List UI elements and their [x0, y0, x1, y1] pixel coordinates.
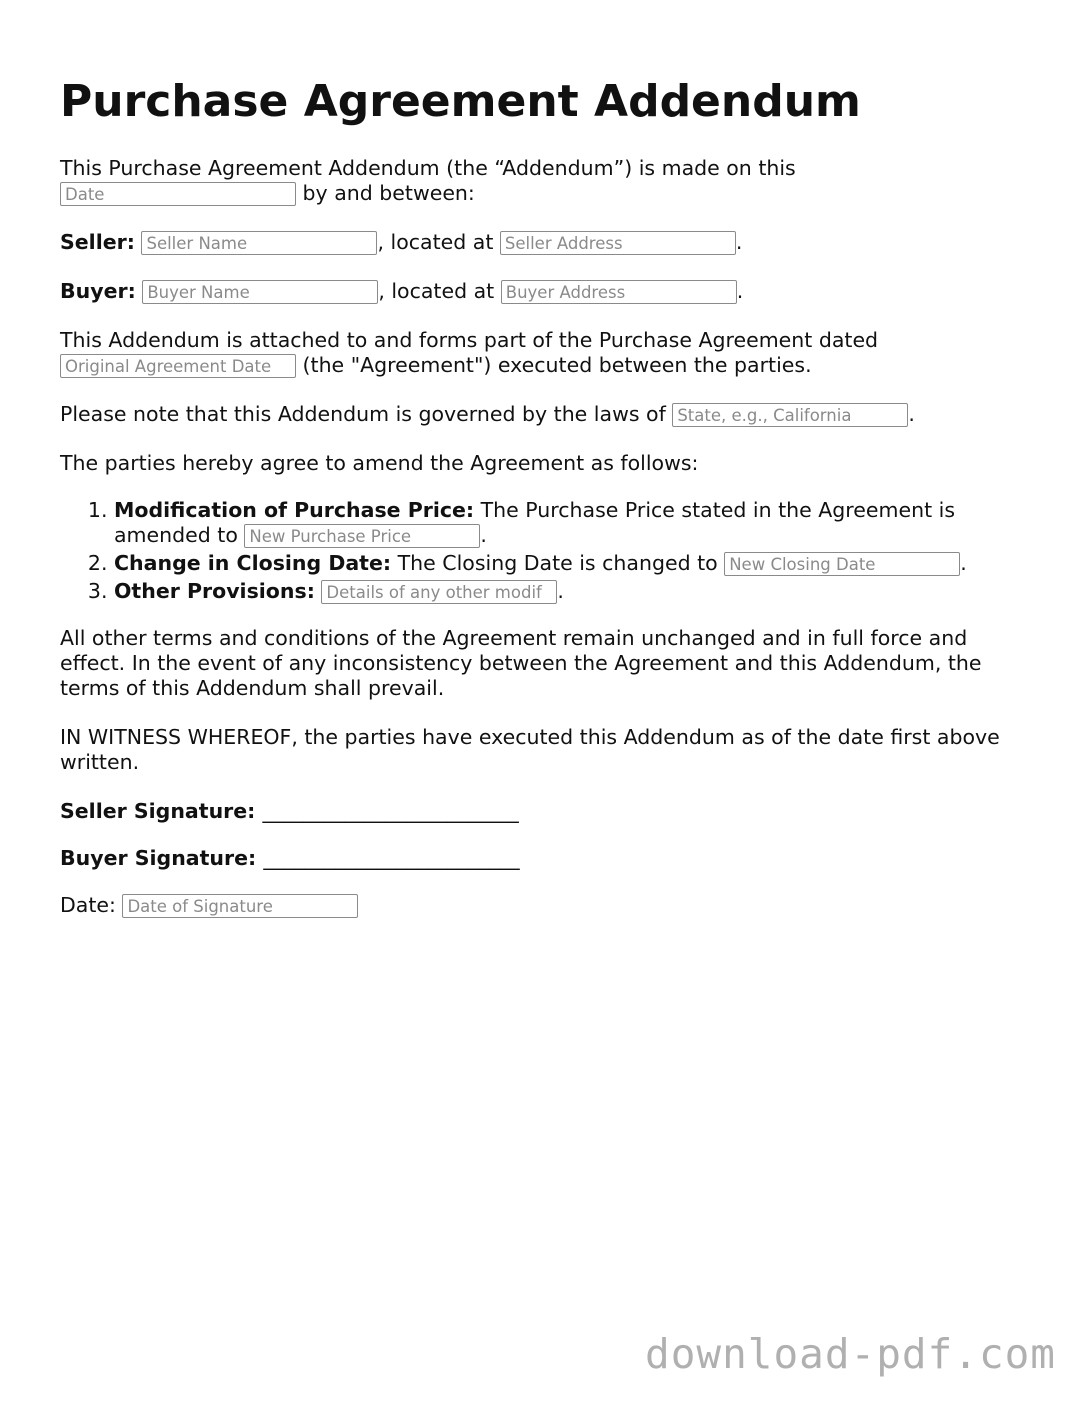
terms-paragraph: All other terms and conditions of the Agreement remain unchanged and in full force and effect. In the event of any inconsistency between the Agreement and this Addendum, the terms of this Addendum shall prevail. — [60, 626, 982, 700]
seller-located-text: , located at — [377, 230, 494, 254]
list-item — [114, 579, 1030, 604]
new-purchase-price-field[interactable] — [244, 524, 480, 548]
list-item — [114, 498, 1030, 548]
seller-signature-line — [60, 799, 1030, 824]
buyer-line — [60, 279, 1030, 304]
buyer-signature-label: Buyer Signature: — [60, 846, 257, 870]
other-provisions-field[interactable] — [321, 580, 557, 604]
state-field[interactable] — [672, 403, 908, 427]
governing-text: Please note that this Addendum is governed by the laws of — [60, 402, 666, 426]
governing-paragraph — [60, 402, 1030, 427]
buyer-address-field[interactable] — [501, 280, 737, 304]
buyer-label: Buyer: — [60, 279, 136, 303]
seller-label: Seller: — [60, 230, 135, 254]
original-agreement-date-field[interactable] — [60, 354, 296, 378]
attached-paragraph — [60, 328, 1030, 378]
document-body — [60, 156, 1030, 942]
buyer-end: . — [736, 279, 744, 303]
attached-text-after: (the "Agreement") executed between the parties. — [302, 353, 812, 377]
signature-date-line — [60, 893, 1030, 918]
signature-date-field[interactable] — [122, 894, 358, 918]
witness-paragraph: IN WITNESS WHEREOF, the parties have executed this Addendum as of the date first above written. — [60, 725, 1000, 774]
seller-signature-label: Seller Signature: — [60, 799, 256, 823]
intro-text-after: by and between: — [302, 181, 475, 205]
list-item — [114, 551, 1030, 576]
seller-line — [60, 230, 1030, 255]
date-field[interactable] — [60, 182, 296, 206]
amendment-end: . — [960, 551, 967, 575]
seller-address-field[interactable] — [500, 231, 736, 255]
buyer-located-text: , located at — [378, 279, 495, 303]
amend-intro: The parties hereby agree to amend the Agreement as follows: — [60, 451, 699, 475]
buyer-signature-blank[interactable]: _________________________ — [263, 846, 520, 870]
intro-paragraph — [60, 156, 1030, 206]
amendment-label: Change in Closing Date: — [114, 551, 392, 575]
amendment-label: Other Provisions: — [114, 579, 315, 603]
amendment-end: . — [480, 523, 487, 547]
amendment-end: . — [557, 579, 564, 603]
watermark: download-pdf.com — [645, 1330, 1056, 1378]
seller-end: . — [735, 230, 743, 254]
buyer-name-field[interactable] — [142, 280, 378, 304]
attached-text: This Addendum is attached to and forms part of the Purchase Agreement dated — [60, 328, 879, 352]
new-closing-date-field[interactable] — [724, 552, 960, 576]
amendment-text: The Purchase Price stated in the Agreement is amended to — [114, 498, 955, 547]
buyer-signature-line — [60, 846, 1030, 871]
seller-signature-blank[interactable]: _________________________ — [262, 799, 519, 823]
signature-date-label: Date: — [60, 893, 116, 917]
governing-end: . — [908, 402, 915, 426]
seller-name-field[interactable] — [141, 231, 377, 255]
intro-text: This Purchase Agreement Addendum (the “Addendum”) is made on this — [60, 156, 796, 180]
amendment-label: Modification of Purchase Price: — [114, 498, 475, 522]
amendment-text: The Closing Date is changed to — [397, 551, 718, 575]
amendments-list — [60, 498, 1030, 604]
page-title: Purchase Agreement Addendum — [60, 76, 861, 127]
